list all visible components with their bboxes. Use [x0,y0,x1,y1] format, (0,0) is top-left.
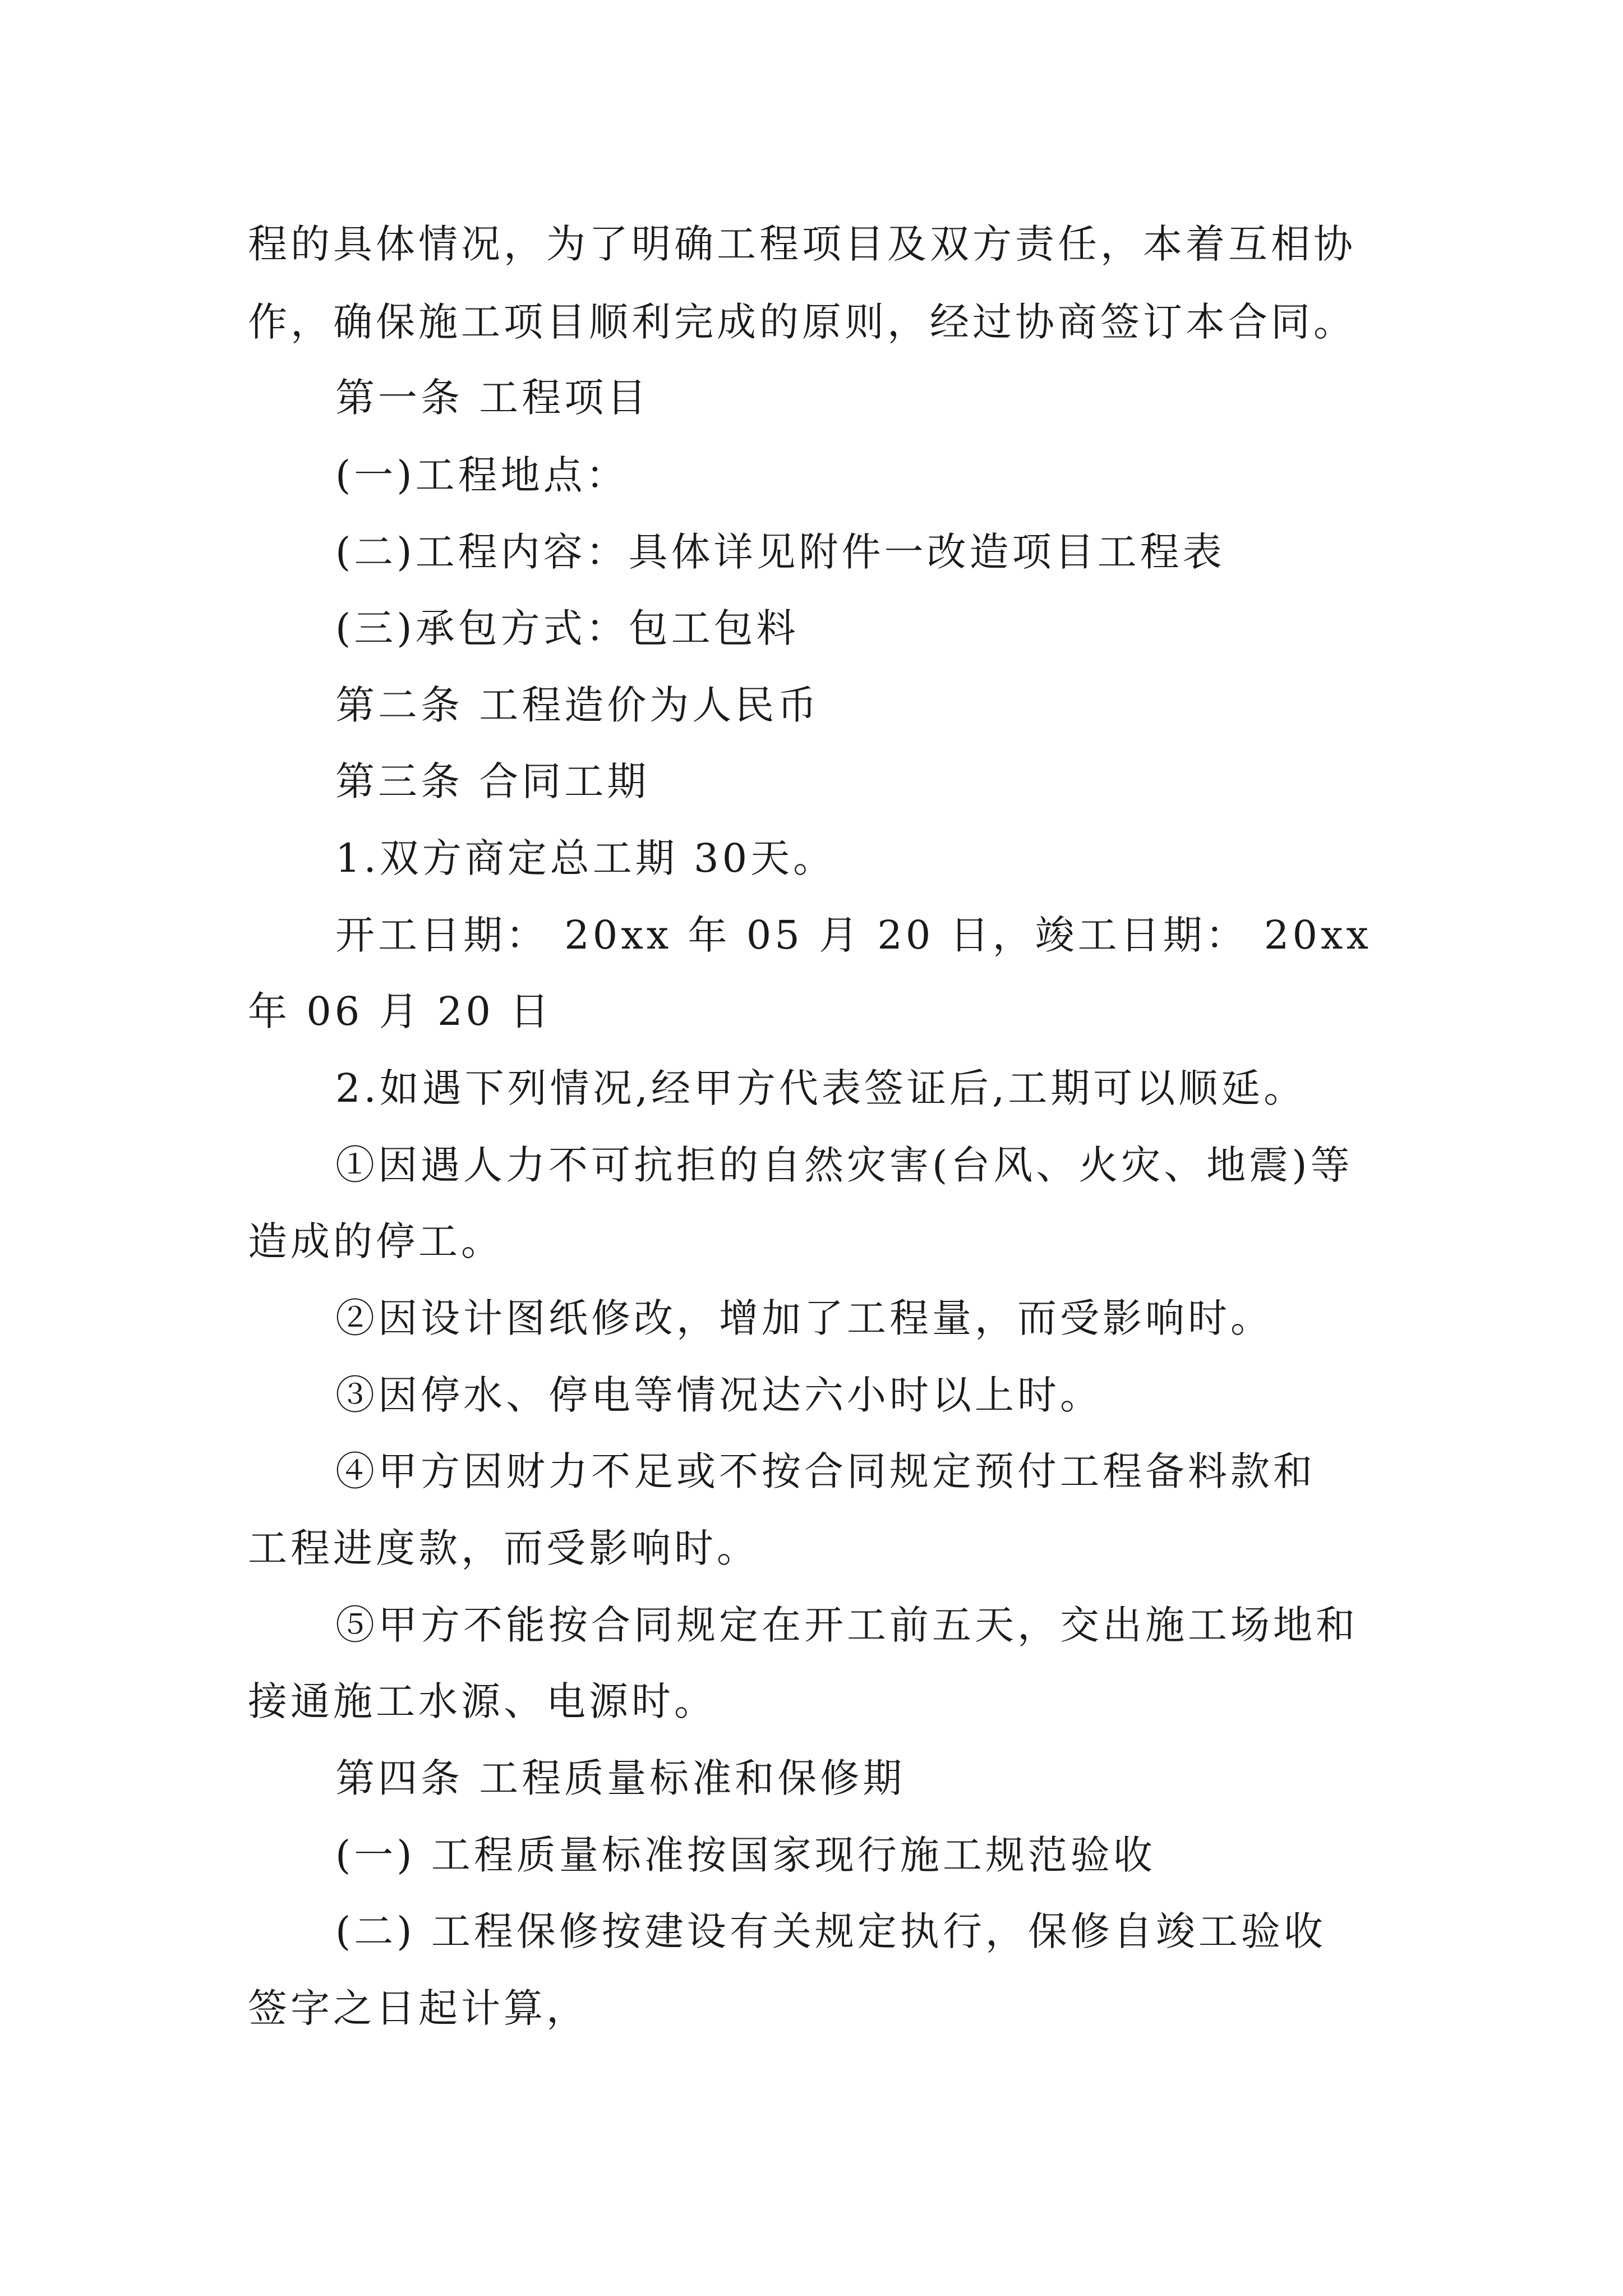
item-contract-mode: (三)承包方式：包工包料 [335,605,799,651]
clause-dates-line-1: 开工日期： 20xx 年 05 月 20 日，竣工日期： 20xx [335,912,1372,958]
clause-dates-line-2: 年 06 月 20 日 [248,988,553,1034]
paragraph-line-2: 作，确保施工项目顺利完成的原则，经过协商签订本合同。 [248,299,1356,345]
article-2-heading: 第二条 工程造价为人民币 [335,682,820,728]
paragraph-line-1: 程的具体情况，为了明确工程项目及双方责任，本着互相协 [248,221,1356,267]
item-content: (二)工程内容：具体详见附件一改造项目工程表 [335,529,1225,575]
condition-4-line-1: ④甲方因财力不足或不按合同规定预付工程备料款和 [335,1448,1316,1494]
condition-5-line-2: 接通施工水源、电源时。 [248,1678,717,1724]
condition-1-line-2: 造成的停工。 [248,1218,504,1264]
article-4-heading: 第四条 工程质量标准和保修期 [335,1755,906,1801]
condition-1-line-1: ①因遇人力不可抗拒的自然灾害(台风、火灾、地震)等 [335,1142,1353,1188]
clause-extension: 2.如遇下列情况,经甲方代表签证后,工期可以顺延。 [335,1065,1307,1111]
warranty-line-2: 签字之日起计算， [248,1985,589,2031]
article-3-heading: 第三条 合同工期 [335,758,650,804]
quality-standard: (一) 工程质量标准按国家现行施工规范验收 [335,1832,1156,1878]
condition-2: ②因设计图纸修改，增加了工程量，而受影响时。 [335,1295,1273,1341]
article-1-heading: 第一条 工程项目 [335,375,650,421]
condition-3: ③因停水、停电等情况达六小时以上时。 [335,1372,1103,1418]
condition-5-line-1: ⑤甲方不能按合同规定在开工前五天，交出施工场地和 [335,1602,1358,1648]
item-location: (一)工程地点： [335,452,629,498]
condition-4-line-2: 工程进度款，而受影响时。 [248,1525,759,1571]
warranty-line-1: (二) 工程保修按建设有关规定执行，保修自竣工验收 [335,1908,1326,1954]
clause-total-duration: 1.双方商定总工期 30天。 [335,835,836,881]
